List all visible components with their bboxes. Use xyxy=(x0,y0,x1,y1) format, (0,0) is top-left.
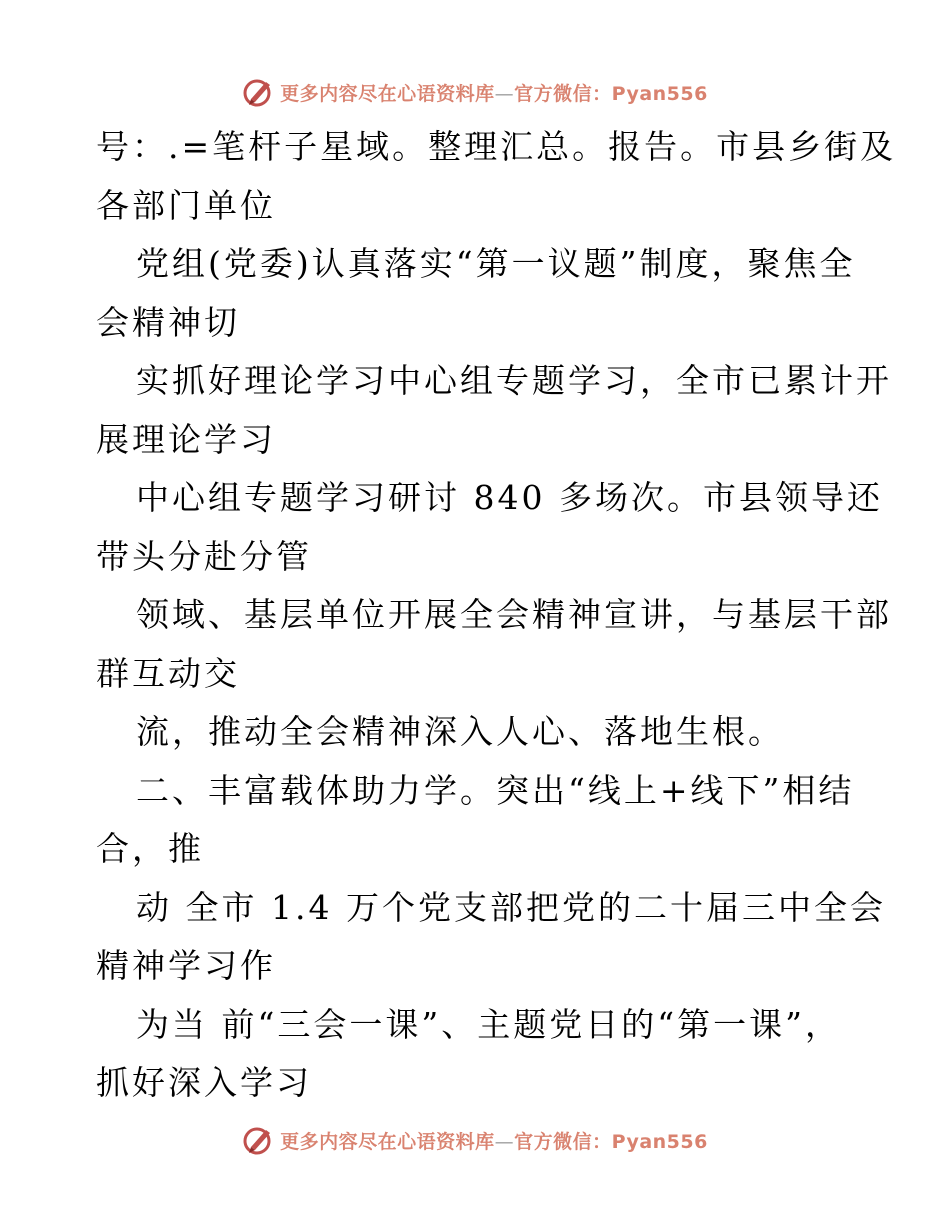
banner-dash: — xyxy=(494,1130,515,1153)
banner-contact: 官方微信：Pyan556 xyxy=(514,82,708,105)
text-line: 群互动交 xyxy=(96,653,240,693)
text-line: 为当 前“三会一课”、主题党日的“第一课”， xyxy=(136,1004,841,1044)
text-line: 会精神切 xyxy=(96,302,240,342)
header-banner xyxy=(0,72,950,112)
text-line: 精神学习作 xyxy=(96,946,276,985)
text-line: 抓好深入学习 xyxy=(96,1063,312,1102)
text-line: 动 全市 1.4 万个党支部把党的二十届三中全会 xyxy=(136,887,886,927)
text-line: 展理论学习 xyxy=(96,419,276,459)
footer-banner-text xyxy=(280,1127,708,1154)
text-line: 领域、基层单位开展全会精神宣讲，与基层干部 xyxy=(136,595,892,634)
text-line: 实抓好理论学习中心组专题学习，全市已累计开 xyxy=(136,361,892,400)
pen-circle-logo-icon xyxy=(242,75,276,109)
text-line: 中心组专题学习研讨 840 多场次。市县领导还 xyxy=(136,478,883,517)
footer-banner xyxy=(0,1120,950,1160)
text-line: 二、丰富载体助力学。突出“线上+线下”相结 xyxy=(136,770,855,810)
text-line: 党组(党委)认真落实“第一议题”制度，聚焦全 xyxy=(136,244,856,283)
banner-brand: 更多内容尽在心语资料库 xyxy=(280,1130,495,1153)
document-body xyxy=(96,118,897,1113)
text-line: 流，推动全会精神深入人心、落地生根。 xyxy=(136,712,784,751)
text-line: 合，推 xyxy=(96,829,204,868)
banner-contact: 官方微信：Pyan556 xyxy=(514,1130,708,1153)
banner-brand: 更多内容尽在心语资料库 xyxy=(280,82,495,105)
header-banner-text xyxy=(280,79,708,106)
text-line: 号：.=笔杆子星域。整理汇总。报告。市县乡街及 xyxy=(96,127,897,166)
pen-circle-logo-icon xyxy=(242,1123,276,1157)
text-line: 带头分赴分管 xyxy=(96,536,312,576)
banner-dash: — xyxy=(494,82,515,105)
text-line: 各部门单位 xyxy=(96,185,276,225)
